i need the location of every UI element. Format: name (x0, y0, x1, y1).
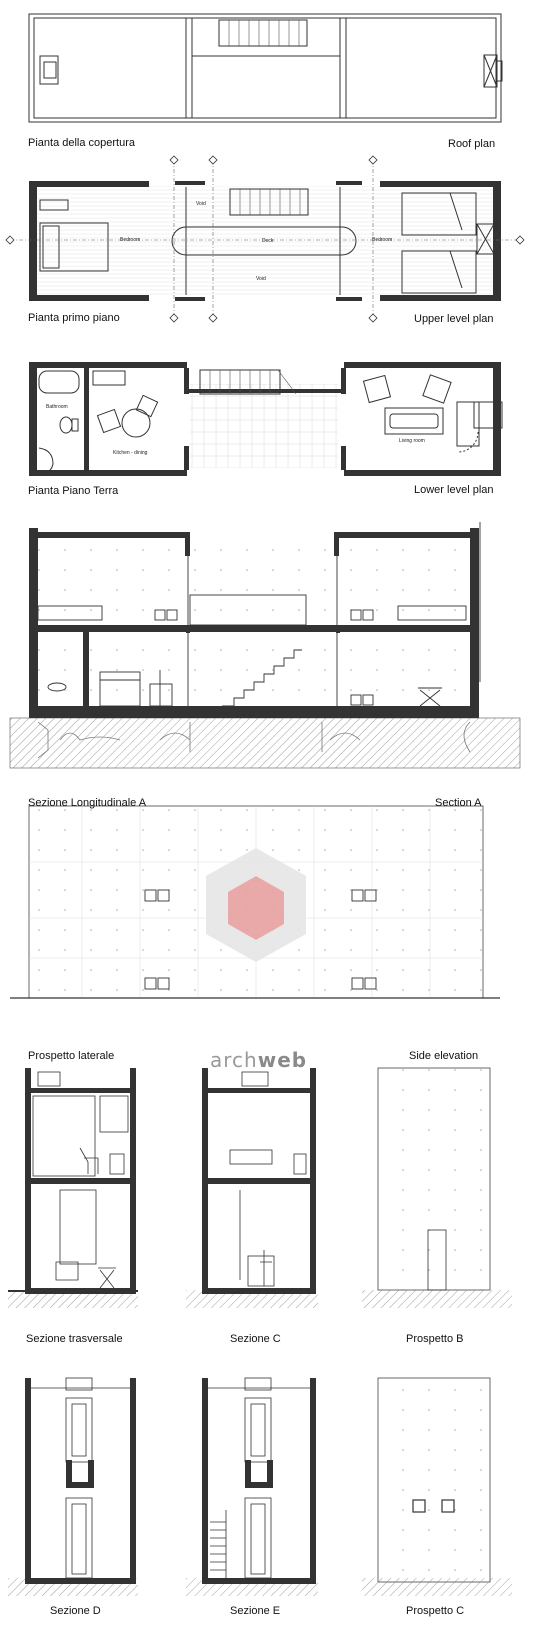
sezione-d (8, 1378, 138, 1596)
title-roof-it: Pianta della copertura (28, 137, 136, 149)
room-label-void-bottom: Void (256, 276, 266, 282)
room-label-kitchen: Kitchen - dining (113, 450, 148, 456)
lower-level-plan (29, 362, 502, 476)
title-sezione-d: Sezione D (50, 1605, 101, 1617)
side-elevation (10, 806, 500, 998)
sezione-e (186, 1378, 318, 1596)
room-label-bathroom: Bathroom (46, 404, 68, 410)
title-side-it: Prospetto laterale (28, 1050, 115, 1062)
title-trasversale: Sezione trasversale (26, 1333, 123, 1345)
sezione-trasversale (8, 1068, 138, 1308)
title-side-en: Side elevation (409, 1050, 479, 1062)
logo-prefix: arch (210, 1048, 258, 1072)
title-lower-en: Lower level plan (414, 484, 494, 496)
title-prospetto-b: Prospetto B (406, 1333, 464, 1345)
title-sectiona-it: Sezione Longitudinale A (28, 797, 147, 809)
prospetto-b (362, 1068, 512, 1308)
room-label-living: Living room (399, 438, 425, 444)
title-sezione-c: Sezione C (230, 1333, 281, 1345)
room-label-deck: Deck (262, 238, 274, 244)
title-roof-en: Roof plan (448, 138, 496, 150)
title-upper-it: Pianta primo piano (28, 312, 120, 324)
title-sectiona-en: Section A (435, 797, 482, 809)
archweb-logo (210, 1048, 307, 1072)
title-lower-it: Pianta Piano Terra (28, 485, 119, 497)
sezione-c (186, 1068, 318, 1308)
title-prospetto-c: Prospetto C (406, 1605, 465, 1617)
room-label-bedroom-left: Bedroom (120, 237, 141, 243)
prospetto-c (362, 1378, 512, 1596)
section-a (10, 522, 520, 768)
title-upper-en: Upper level plan (414, 313, 494, 325)
roof-plan (29, 14, 502, 122)
room-label-void-top: Void (196, 201, 206, 207)
logo-suffix: web (257, 1048, 308, 1072)
title-sezione-e: Sezione E (230, 1605, 281, 1617)
room-label-bedroom-right: Bedroom (372, 237, 393, 243)
